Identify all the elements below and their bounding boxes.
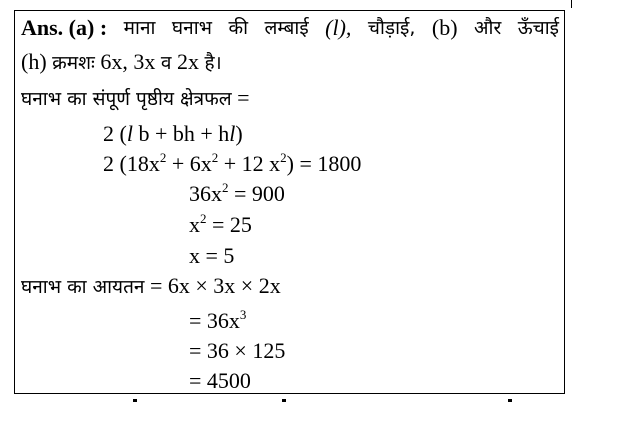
eq7-a: x — [189, 212, 200, 237]
fragment-mark — [133, 399, 137, 402]
eq6-b: = 900 — [228, 181, 285, 206]
formula-surface-area — [103, 121, 243, 147]
answer-box — [14, 10, 565, 394]
answer-line-2 — [21, 49, 222, 76]
word-aur: और — [474, 17, 502, 39]
eq-part-c: + 12 x — [218, 151, 281, 176]
breadth-symbol: (b) — [431, 15, 458, 40]
equation-x: x = 5 — [189, 243, 235, 268]
dimension-values: 6x, 3x — [100, 49, 156, 74]
vol1-a: = 36x — [189, 308, 240, 333]
equation-substituted — [103, 151, 361, 177]
word-kramashah: क्रमशः — [52, 52, 95, 74]
word-hai: है। — [204, 52, 222, 74]
equation-x2 — [189, 212, 252, 238]
eq-part-a: 2 (18x — [103, 151, 160, 176]
eq-part-b: + 6x — [166, 151, 212, 176]
equation-36x2 — [189, 181, 285, 207]
word-ki: की — [228, 17, 248, 39]
volume-step-1 — [189, 308, 246, 334]
answer-label: Ans. (a) : — [21, 15, 108, 40]
word-mana: माना — [123, 17, 156, 39]
equals-sign: = — [237, 85, 250, 110]
surface-area-label: घनाभ का संपूर्ण पृष्ठीय क्षेत्रफल — [21, 88, 232, 110]
word-ghanabh: घनाभ — [171, 17, 212, 39]
corner-tick-mark — [571, 0, 572, 8]
dimension-height-value: 2x — [176, 49, 199, 74]
formula-mid: b + bh + h — [132, 121, 230, 146]
volume-expression: = 6x × 3x × 2x — [149, 273, 281, 298]
word-lambai: लम्बाई — [264, 17, 309, 39]
fragment-mark — [508, 399, 512, 402]
answer-line-volume — [21, 273, 281, 300]
eq-part-d: ) = 1800 — [286, 151, 362, 176]
volume-result: = 4500 — [189, 368, 251, 393]
answer-line-3 — [21, 85, 250, 112]
word-unchai: ऊँचाई — [517, 17, 559, 39]
fragment-mark — [282, 399, 286, 402]
volume-label: घनाभ का आयतन — [21, 276, 145, 298]
eq7-b: = 25 — [206, 212, 252, 237]
answer-line-1 — [21, 15, 559, 41]
clipped-text-fragments — [0, 399, 619, 409]
height-symbol: (h) — [21, 49, 47, 74]
eq-sup-2: 2 — [211, 149, 219, 165]
eq7-sup: 2 — [200, 210, 207, 226]
eq6-sup: 2 — [222, 179, 229, 195]
word-chaudai: चौड़ाई, — [367, 17, 416, 39]
length-symbol: (l), — [325, 15, 352, 40]
word-va: व — [160, 52, 172, 74]
formula-post: ) — [235, 121, 243, 146]
eq6-a: 36x — [189, 181, 222, 206]
vol1-sup: 3 — [239, 306, 247, 322]
eq-sup-1: 2 — [159, 149, 167, 165]
formula-l: l — [126, 121, 133, 146]
eq-sup-3: 2 — [280, 149, 287, 165]
formula-pre: 2 ( — [103, 121, 127, 146]
formula-l2: l — [229, 121, 236, 146]
volume-step-2: = 36 × 125 — [189, 338, 286, 363]
